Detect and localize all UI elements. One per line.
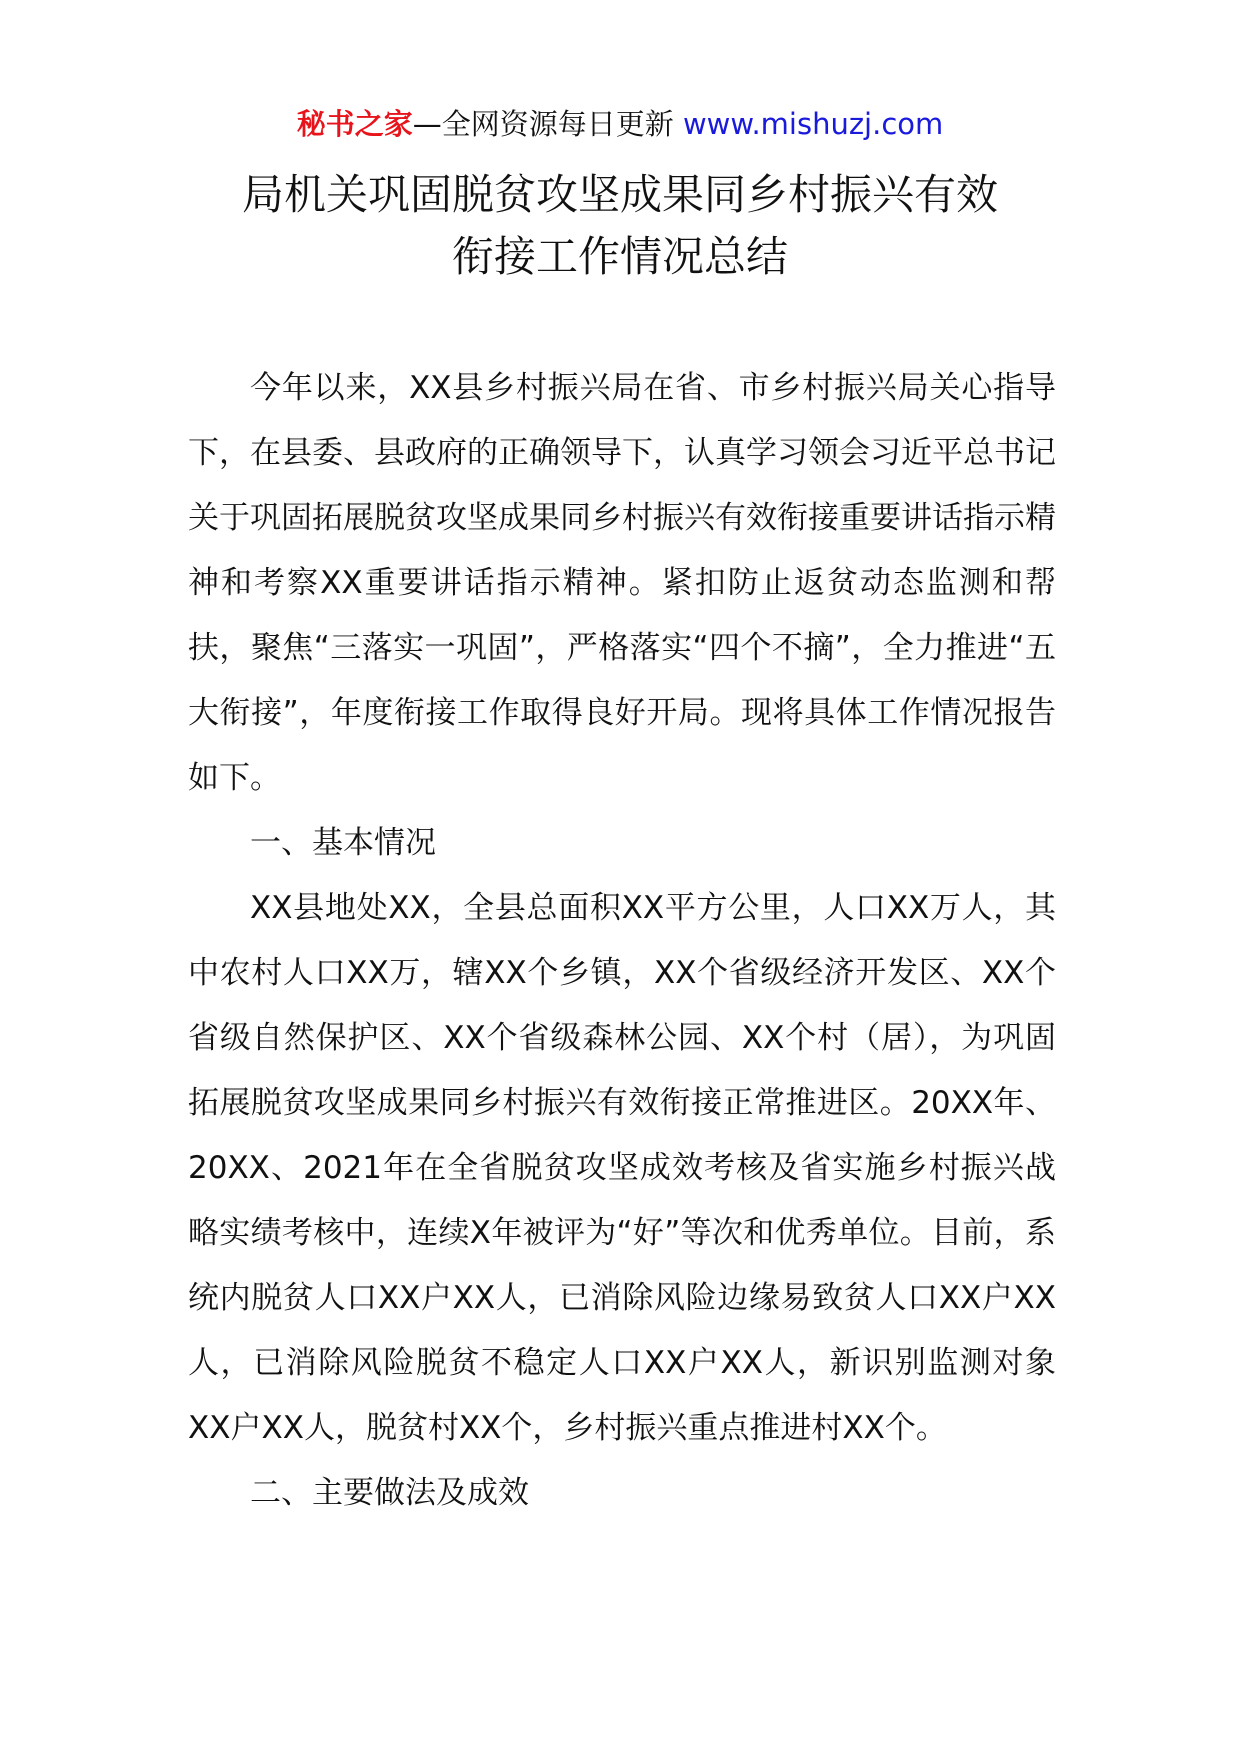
document-title <box>0 164 1240 288</box>
section-heading-practices: 二、主要做法及成效 <box>250 1475 529 1511</box>
site-url[interactable]: www.mishuzj.com <box>682 107 944 141</box>
site-header <box>0 104 1240 144</box>
title-line-1: 局机关巩固脱贫攻坚成果同乡村振兴有效 <box>241 170 998 219</box>
title-line-2: 衔接工作情况总结 <box>451 232 788 281</box>
intro-paragraph: 今年以来，XX县乡村振兴局在省、市乡村振兴局关心指导下，在县委、县政府的正确领导下，认真学习领会习近平总书记关于巩固拓展脱贫攻坚成果同乡村振兴有效衔接重要讲话指示精神和考察XX重要讲话指示精神。紧扣防止返贫动态监测和帮扶，聚焦“三落实一巩固”，严格落实“四个不摘”，全力推进“五大衔接”，年度衔接工作取得良好开局。现将具体工作情况报告如下。 <box>188 370 1056 796</box>
site-brand: 秘书之家 <box>296 107 413 141</box>
section-heading-basic: 一、基本情况 <box>250 825 436 861</box>
document-body <box>188 356 1056 1526</box>
basic-info-paragraph: XX县地处XX，全县总面积XX平方公里，人口XX万人，其中农村人口XX万，辖XX个乡镇，XX个省级经济开发区、XX个省级自然保护区、XX个省级森林公园、XX个村（居），为巩固拓展脱贫攻坚成果同乡村振兴有效衔接正常推进区。20XX年、20XX、2021年在全省脱贫攻坚成效考核及省实施乡村振兴战略实绩考核中，连续X年被评为“好”等次和优秀单位。目前，系统内脱贫人口XX户XX人，已消除风险边缘易致贫人口XX户XX人，已消除风险脱贫不稳定人口XX户XX人，新识别监测对象XX户XX人，脱贫村XX个，乡村振兴重点推进村XX个。 <box>188 890 1056 1446</box>
site-tagline: —全网资源每日更新 <box>412 107 674 141</box>
